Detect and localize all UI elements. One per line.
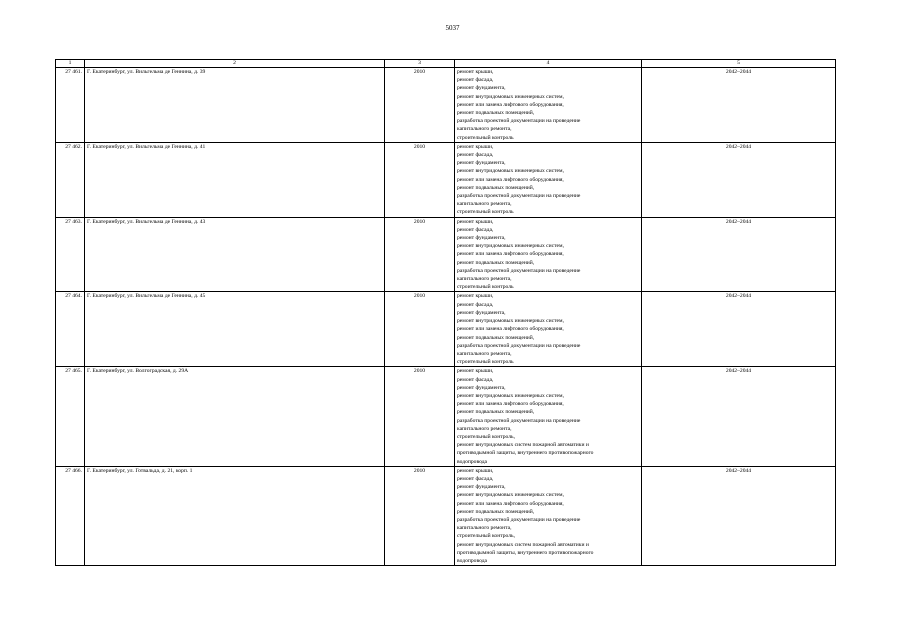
year-cell: 2010 bbox=[385, 217, 455, 292]
works-cell bbox=[455, 367, 642, 466]
row-number: 27 466. bbox=[56, 466, 85, 565]
work-item: разработка проектной документации на проведение bbox=[457, 417, 581, 424]
work-item: капитального ремонта, bbox=[457, 525, 512, 532]
table-row bbox=[56, 142, 836, 217]
work-item: ремонт фундамента, bbox=[457, 85, 506, 92]
row-number: 27 463. bbox=[56, 217, 85, 292]
table-row bbox=[56, 466, 836, 565]
page-number: 5037 bbox=[445, 24, 460, 32]
work-item: противодымной защиты, внутреннего противопожарного bbox=[457, 450, 594, 457]
work-item: строительный контроль bbox=[457, 284, 514, 291]
work-item: ремонт крыши, bbox=[457, 368, 494, 375]
work-item: ремонт или замена лифтового оборудования, bbox=[457, 101, 564, 108]
work-item: ремонт фундамента, bbox=[457, 484, 506, 491]
capital-repair-table bbox=[55, 59, 836, 566]
address-cell: Г. Екатеринбург, ул. Готвальда, д. 21, корп. 1 bbox=[85, 466, 385, 565]
work-item: ремонт крыши, bbox=[457, 143, 494, 150]
work-item: ремонт фасада, bbox=[457, 226, 494, 233]
year-cell: 2010 bbox=[385, 367, 455, 466]
work-item: ремонт внутридомовых систем пожарной автоматики и bbox=[457, 541, 589, 548]
work-item: ремонт внутридомовых инженерных систем, bbox=[457, 243, 564, 250]
works-cell bbox=[455, 292, 642, 367]
work-item: разработка проектной документации на проведение bbox=[457, 118, 581, 125]
work-item: ремонт или замена лифтового оборудования, bbox=[457, 500, 564, 507]
work-item: ремонт фундамента, bbox=[457, 309, 506, 316]
column-header-5: 5 bbox=[642, 60, 836, 68]
column-header-4: 4 bbox=[455, 60, 642, 68]
work-item: капитального ремонта, bbox=[457, 425, 512, 432]
work-item: ремонт внутридомовых инженерных систем, bbox=[457, 492, 564, 499]
work-item: ремонт крыши, bbox=[457, 218, 494, 225]
work-item: водопровода bbox=[457, 557, 488, 564]
address-cell: Г. Екатеринбург, ул. Волгоградская, д. 29А bbox=[85, 367, 385, 466]
year-cell: 2010 bbox=[385, 142, 455, 217]
work-item: ремонт или замена лифтового оборудования, bbox=[457, 251, 564, 258]
row-number: 27 465. bbox=[56, 367, 85, 466]
work-item: ремонт подвальных помещений, bbox=[457, 334, 535, 341]
work-item: ремонт подвальных помещений, bbox=[457, 110, 535, 117]
address-cell: Г. Екатеринбург, ул. Вильгельма де Геннина, д. 39 bbox=[85, 68, 385, 143]
work-item: строительный контроль bbox=[457, 209, 514, 216]
work-item: ремонт фасада, bbox=[457, 475, 494, 482]
work-item: ремонт или замена лифтового оборудования, bbox=[457, 401, 564, 408]
column-header-1: 1 bbox=[56, 60, 85, 68]
work-item: разработка проектной документации на проведение bbox=[457, 267, 581, 274]
works-cell bbox=[455, 217, 642, 292]
row-number: 27 462. bbox=[56, 142, 85, 217]
work-item: ремонт крыши, bbox=[457, 293, 494, 300]
work-item: ремонт фасада, bbox=[457, 152, 494, 159]
period-cell: 2042–2044 bbox=[642, 217, 836, 292]
work-item: ремонт фасада, bbox=[457, 376, 494, 383]
work-item: ремонт фундамента, bbox=[457, 235, 506, 242]
work-item: ремонт внутридомовых инженерных систем, bbox=[457, 318, 564, 325]
year-cell: 2010 bbox=[385, 292, 455, 367]
period-cell: 2042–2044 bbox=[642, 466, 836, 565]
period-cell: 2042–2044 bbox=[642, 292, 836, 367]
work-item: ремонт фасада, bbox=[457, 301, 494, 308]
work-item: противодымной защиты, внутреннего противопожарного bbox=[457, 549, 594, 556]
table-row bbox=[56, 367, 836, 466]
work-item: ремонт внутридомовых инженерных систем, bbox=[457, 392, 564, 399]
work-item: строительный контроль, bbox=[457, 533, 515, 540]
table-row bbox=[56, 68, 836, 143]
work-item: разработка проектной документации на проведение bbox=[457, 516, 581, 523]
work-item: ремонт или замена лифтового оборудования, bbox=[457, 176, 564, 183]
row-number: 27 464. bbox=[56, 292, 85, 367]
work-item: строительный контроль bbox=[457, 134, 514, 141]
work-item: ремонт фундамента, bbox=[457, 384, 506, 391]
work-item: ремонт крыши, bbox=[457, 467, 494, 474]
works-cell bbox=[455, 466, 642, 565]
work-item: ремонт внутридомовых систем пожарной автоматики и bbox=[457, 442, 589, 449]
table-row bbox=[56, 217, 836, 292]
column-header-2: 2 bbox=[85, 60, 385, 68]
work-item: разработка проектной документации на проведение bbox=[457, 193, 581, 200]
work-item: строительный контроль, bbox=[457, 433, 515, 440]
period-cell: 2042–2044 bbox=[642, 367, 836, 466]
work-item: строительный контроль bbox=[457, 359, 514, 366]
column-header-3: 3 bbox=[385, 60, 455, 68]
period-cell: 2042–2044 bbox=[642, 68, 836, 143]
work-item: капитального ремонта, bbox=[457, 276, 512, 283]
work-item: ремонт подвальных помещений, bbox=[457, 259, 535, 266]
work-item: капитального ремонта, bbox=[457, 126, 512, 133]
work-item: ремонт подвальных помещений, bbox=[457, 508, 535, 515]
work-item: ремонт фасада, bbox=[457, 77, 494, 84]
work-item: ремонт крыши, bbox=[457, 69, 494, 75]
table-header-row bbox=[56, 60, 836, 68]
work-item: ремонт подвальных помещений, bbox=[457, 409, 535, 416]
period-cell: 2042–2044 bbox=[642, 142, 836, 217]
year-cell: 2010 bbox=[385, 466, 455, 565]
work-item: ремонт подвальных помещений, bbox=[457, 184, 535, 191]
work-item: ремонт внутридомовых инженерных систем, bbox=[457, 168, 564, 175]
work-item: капитального ремонта, bbox=[457, 201, 512, 208]
row-number: 27 461. bbox=[56, 68, 85, 143]
table-row bbox=[56, 292, 836, 367]
address-cell: Г. Екатеринбург, ул. Вильгельма де Геннина, д. 45 bbox=[85, 292, 385, 367]
work-item: ремонт внутридомовых инженерных систем, bbox=[457, 93, 564, 100]
work-item: водопровода bbox=[457, 458, 488, 465]
works-cell bbox=[455, 142, 642, 217]
year-cell: 2010 bbox=[385, 68, 455, 143]
address-cell: Г. Екатеринбург, ул. Вильгельма де Геннина, д. 43 bbox=[85, 217, 385, 292]
table-body bbox=[56, 68, 836, 566]
work-item: ремонт фундамента, bbox=[457, 160, 506, 167]
work-item: капитального ремонта, bbox=[457, 350, 512, 357]
work-item: разработка проектной документации на проведение bbox=[457, 342, 581, 349]
work-item: ремонт или замена лифтового оборудования, bbox=[457, 326, 564, 333]
address-cell: Г. Екатеринбург, ул. Вильгельма де Геннина, д. 41 bbox=[85, 142, 385, 217]
works-cell bbox=[455, 68, 642, 143]
